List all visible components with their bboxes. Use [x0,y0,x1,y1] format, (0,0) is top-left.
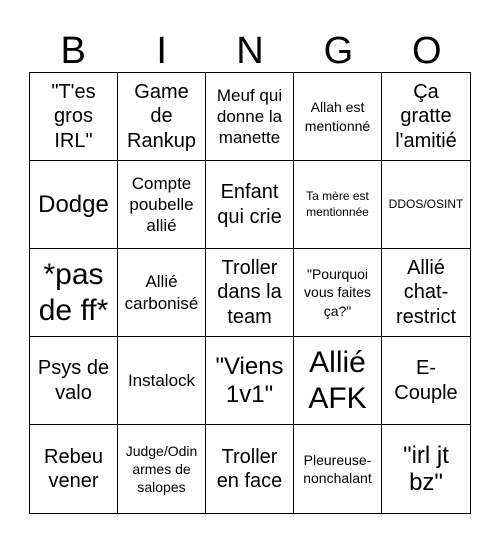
bingo-cell-1-4[interactable] [382,161,470,249]
bingo-cell-text: Allah est mentionné [304,99,371,134]
header-letter-g: G [323,29,354,72]
bingo-cell-text: DDOS/OSINT [388,196,464,211]
bingo-cell-text: Instalock [127,370,196,390]
bingo-header [29,29,471,72]
bingo-cell-text: Troller en face [216,445,283,492]
bingo-cell-1-2[interactable] [206,161,294,249]
bingo-cell-text: Allié AFK [308,346,367,415]
bingo-cell-text: Rebeu vener [44,445,103,492]
bingo-cell-text: "Pourquoi vous faites ça?" [304,266,371,319]
header-letter-n: N [236,29,264,72]
bingo-cell-text: "T'es gros IRL" [51,80,96,152]
bingo-cell-1-3[interactable] [294,161,382,249]
bingo-cell-2-3[interactable] [294,249,382,337]
bingo-cell-4-4[interactable] [382,425,470,513]
bingo-cell-text: Meuf qui donne la manette [216,85,283,148]
bingo-cell-text: Ta mère est mentionnée [306,188,369,219]
bingo-cell-text: *pas de ff* [38,258,109,327]
bingo-cell-1-1[interactable] [118,161,206,249]
bingo-cell-text: Allié chat-restrict [396,256,456,328]
bingo-cell-text: Psys de valo [37,357,110,404]
bingo-cell-text: Pleureuse-nonchalant [303,451,372,486]
bingo-cell-0-0[interactable] [30,73,118,161]
bingo-cell-0-3[interactable] [294,73,382,161]
bingo-cell-text: Allié carbonisé [124,272,199,313]
bingo-board [29,72,471,514]
bingo-cell-2-0[interactable] [30,249,118,337]
bingo-cell-4-0[interactable] [30,425,118,513]
bingo-cell-4-3[interactable] [294,425,382,513]
bingo-cell-3-0[interactable] [30,337,118,425]
bingo-cell-3-4[interactable] [382,337,470,425]
bingo-cell-text: E-Couple [394,357,458,404]
bingo-cell-4-2[interactable] [206,425,294,513]
bingo-cell-text: Dodge [38,190,109,218]
bingo-cell-4-1[interactable] [118,425,206,513]
bingo-cell-2-4[interactable] [382,249,470,337]
bingo-cell-text: "Viens 1v1" [215,353,284,408]
bingo-cell-0-2[interactable] [206,73,294,161]
bingo-cell-0-1[interactable] [118,73,206,161]
bingo-cell-3-2[interactable] [206,337,294,425]
bingo-cell-text: Judge/Odin armes de salopes [125,442,198,496]
bingo-cell-3-3[interactable] [294,337,382,425]
bingo-cell-3-1[interactable] [118,337,206,425]
bingo-cell-text: Troller dans la team [217,256,282,328]
bingo-cell-text: Compte poubelle allié [129,173,194,236]
bingo-cell-0-4[interactable] [382,73,470,161]
bingo-cell-text: Game de Rankup [127,80,196,152]
header-letter-b: B [60,29,86,72]
bingo-cell-2-2[interactable] [206,249,294,337]
bingo-cell-text: Enfant qui crie [217,181,282,228]
bingo-cell-2-1[interactable] [118,249,206,337]
bingo-cell-text: "irl jt bz" [403,441,449,496]
header-letter-o: O [412,29,442,72]
header-letter-i: I [156,29,167,72]
bingo-cell-text: Ça gratte l'amitié [395,80,457,152]
bingo-cell-1-0[interactable] [30,161,118,249]
